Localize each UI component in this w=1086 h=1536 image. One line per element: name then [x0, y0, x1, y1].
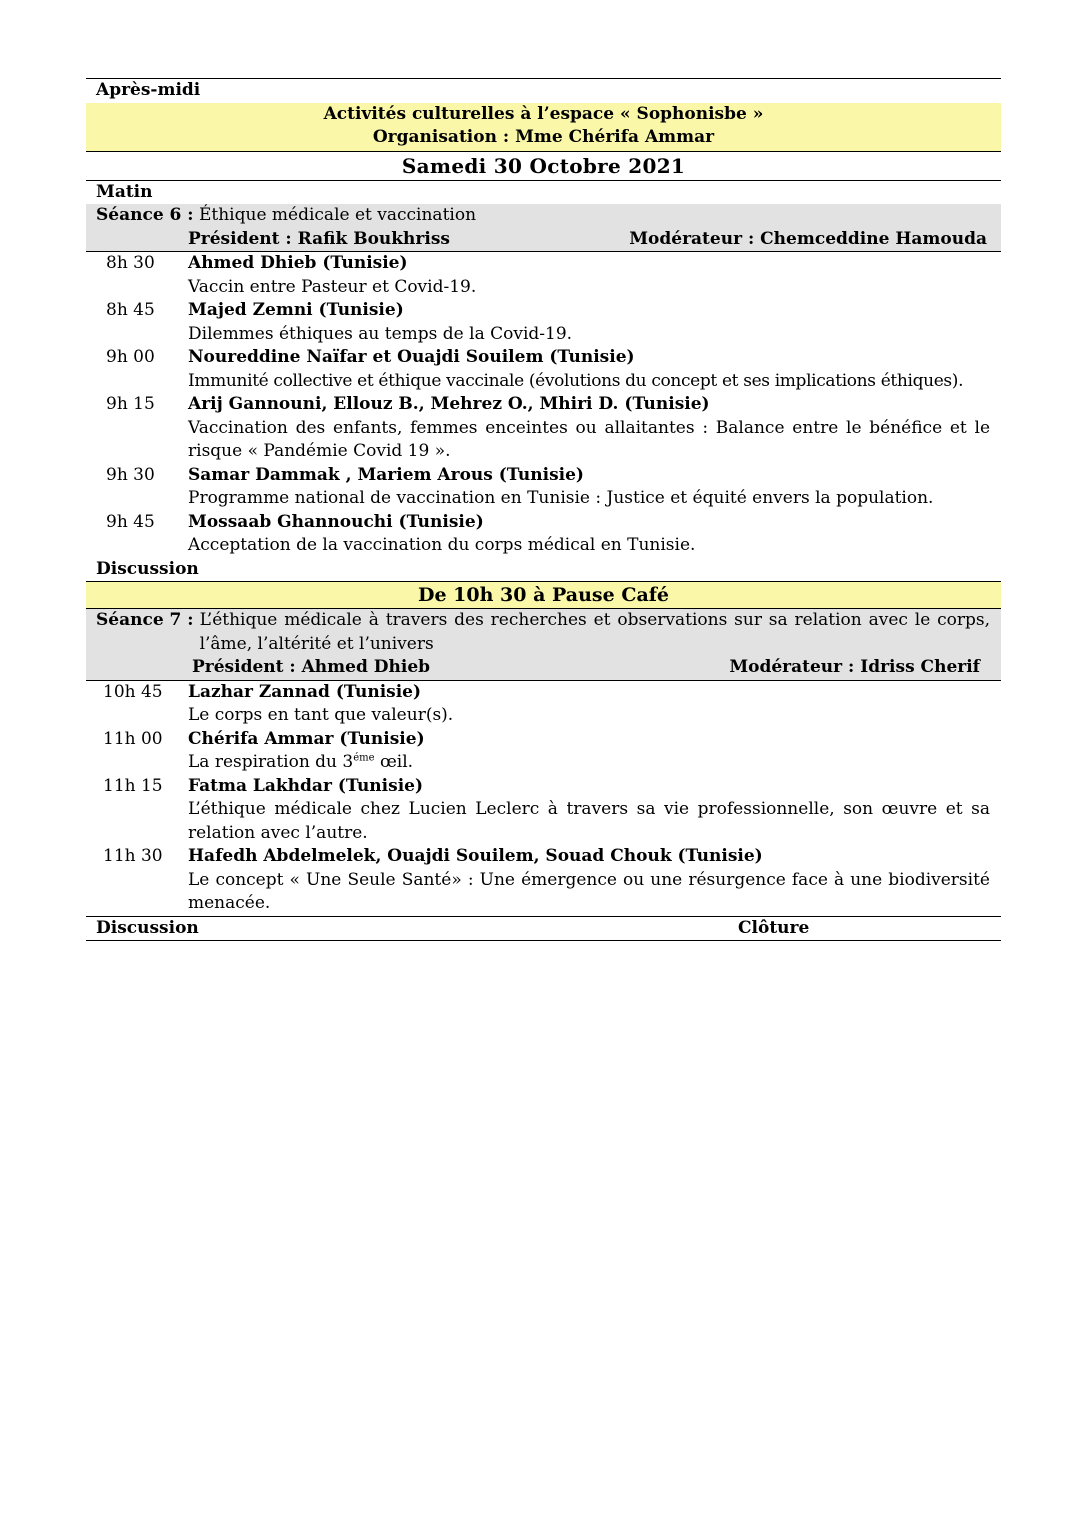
session-6-president: Président : Rafik Boukhriss [188, 228, 450, 249]
list-item [86, 393, 1001, 464]
session-6-header [86, 204, 1001, 252]
talk-speakers: Samar Dammak , Mariem Arous (Tunisie) [188, 464, 584, 485]
talk-speakers: Hafedh Abdelmelek, Ouajdi Souilem, Souad Chouk (Tunisie) [188, 846, 763, 866]
talk-speakers: Majed Zemni (Tunisie) [188, 300, 404, 320]
session-7-title: L’éthique médicale à travers des recherches et observations sur sa relation avec le corps, l’âme, l’altérité et l’univers [199, 610, 990, 654]
session-6-discussion-row [86, 558, 1001, 583]
talk-title: Acceptation de la vaccination du corps médical en Tunisie. [188, 535, 696, 555]
session-6-label: Séance 6 : [96, 205, 194, 225]
talk-time: 10h 45 [103, 681, 163, 702]
afternoon-label: Après-midi [96, 80, 201, 100]
closing-cloture: Clôture [738, 917, 810, 938]
morning-row [86, 181, 1001, 205]
talk-title: L’éthique médicale chez Lucien Leclerc à travers sa vie professionnelle, son œuvre et sa relation avec l’autre. [188, 799, 990, 843]
morning-label: Matin [96, 181, 153, 202]
closing-discussion: Discussion [96, 917, 199, 938]
list-item [86, 681, 1001, 728]
list-item [86, 299, 1001, 346]
talk-title-text: La respiration du 3 [188, 752, 354, 772]
talk-time: 9h 45 [106, 511, 155, 532]
talk-title: Vaccin entre Pasteur et Covid-19. [188, 276, 477, 297]
day-title: Samedi 30 Octobre 2021 [401, 153, 686, 178]
talk-speakers: Mossaab Ghannouchi (Tunisie) [188, 511, 484, 532]
list-item [86, 775, 1001, 846]
talk-title: Vaccination des enfants, femmes enceintes ou allaitantes : Balance entre le bénéfice et le risque « Pandémie Covid 19 ». [188, 417, 990, 461]
talk-title [188, 751, 990, 775]
list-item [86, 252, 1001, 299]
session-7-label: Séance 7 : [96, 610, 194, 630]
culture-line-1: Activités culturelles à l’espace « Sophonisbe » [323, 103, 764, 124]
session-7-president: Président : Ahmed Dhieb [192, 657, 431, 677]
talk-time: 8h 30 [106, 253, 155, 273]
session-7-moderator: Modérateur : Idriss Cherif [729, 657, 980, 677]
culture-banner [86, 103, 1001, 152]
list-item [86, 728, 1001, 775]
pause-label: De 10h 30 à Pause Café [417, 584, 670, 606]
list-item [86, 511, 1001, 558]
talk-time: 8h 45 [106, 300, 155, 320]
list-item [86, 464, 1001, 511]
talk-title: Programme national de vaccination en Tunisie : Justice et équité envers la population. [188, 488, 934, 508]
session-7-header [86, 609, 1001, 681]
talk-title: Le concept « Une Seule Santé» : Une émergence ou une résurgence face à une biodiversité menacée. [188, 869, 990, 913]
talk-time: 11h 15 [103, 775, 163, 796]
day-title-row [86, 152, 1001, 181]
list-item [86, 845, 1001, 916]
session-7-list [86, 681, 1001, 916]
talk-title: Immunité collective et éthique vaccinale (évolutions du concept et ses implications éthiques). [188, 370, 964, 391]
talk-time: 9h 15 [106, 394, 155, 414]
talk-speakers: Ahmed Dhieb (Tunisie) [188, 253, 408, 273]
pause-banner [86, 582, 1001, 609]
talk-speakers: Noureddine Naïfar et Ouajdi Souilem (Tunisie) [188, 347, 635, 367]
talk-title-superscript: éme [353, 752, 375, 764]
culture-line-2: Organisation : Mme Chérifa Ammar [372, 127, 715, 147]
list-item [86, 346, 1001, 393]
talk-speakers: Fatma Lakhdar (Tunisie) [188, 775, 424, 796]
talk-speakers: Chérifa Ammar (Tunisie) [188, 728, 425, 749]
program-page [86, 78, 1001, 941]
afternoon-row [86, 78, 1001, 103]
talk-speakers: Arij Gannouni, Ellouz B., Mehrez O., Mhiri D. (Tunisie) [188, 394, 710, 414]
talk-time: 9h 30 [106, 464, 155, 485]
talk-time: 11h 30 [103, 846, 163, 866]
session-6-list [86, 252, 1001, 558]
talk-time: 9h 00 [106, 347, 155, 367]
talk-speakers: Lazhar Zannad (Tunisie) [188, 681, 422, 702]
talk-title: Le corps en tant que valeur(s). [188, 705, 454, 725]
session-6-moderator: Modérateur : Chemceddine Hamouda [629, 228, 987, 249]
talk-time: 11h 00 [103, 728, 163, 749]
talk-title: Dilemmes éthiques au temps de la Covid-19. [188, 323, 573, 344]
closing-row [86, 916, 1001, 942]
session-6-title: Éthique médicale et vaccination [198, 205, 477, 225]
session-6-discussion: Discussion [96, 558, 199, 579]
talk-title-text-end: œil. [374, 752, 414, 772]
